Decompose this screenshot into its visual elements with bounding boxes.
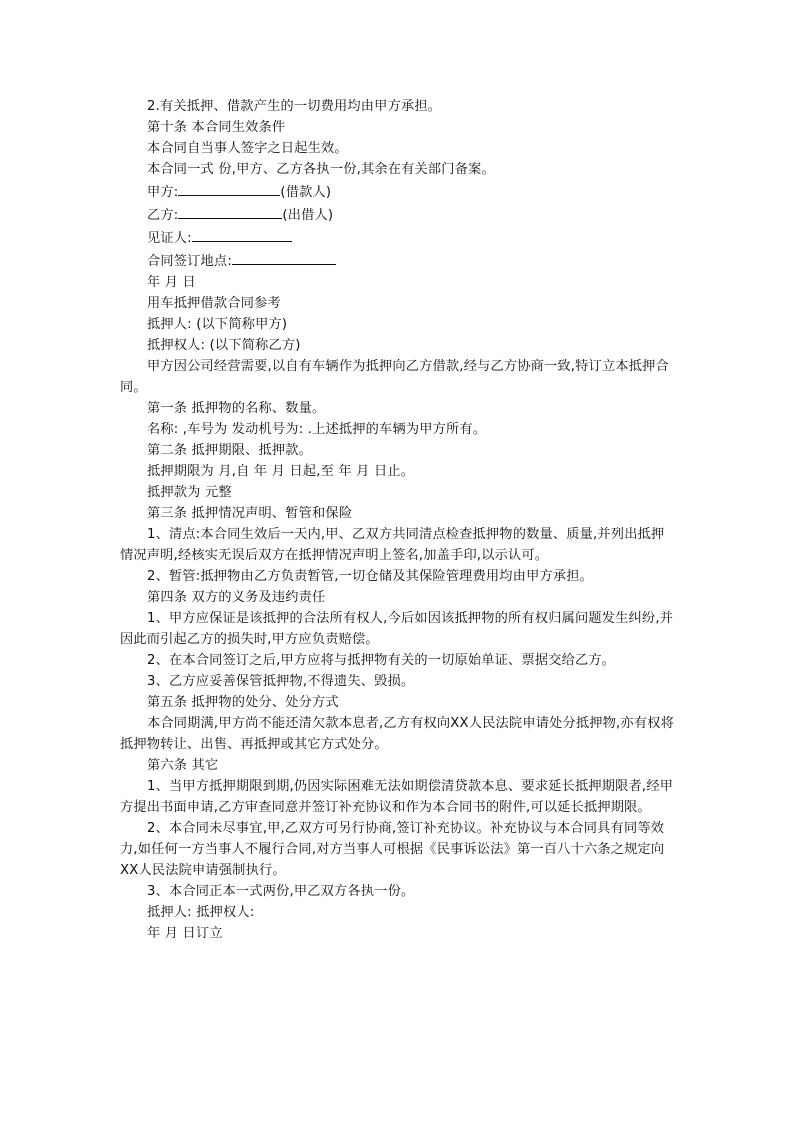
- witness-label: 见证人:: [147, 231, 192, 246]
- document-title: 用车抵押借款合同参考: [147, 296, 281, 311]
- signing-date-line: 年 月 日订立: [147, 926, 223, 941]
- clause-paragraph: 2、在本合同签订之后,甲方应将与抵押物有关的一切原始单证、票据交给乙方。: [147, 653, 616, 668]
- clause-paragraph: 本合同期满,甲方尚不能还清欠款本息者,乙方有权向XX人民法院申请处分抵押物,亦有权将抵押物转让、出售、再抵押或其它方式处分。: [120, 716, 674, 752]
- party-b-label: 乙方:: [147, 208, 179, 223]
- party-b-blank: [178, 203, 282, 219]
- witness-blank: [192, 226, 292, 242]
- clause-line: 名称: ,车号为 发动机号为: .上述抵押的车辆为甲方所有。: [147, 422, 487, 437]
- date-line: 年 月 日: [147, 275, 196, 290]
- clause-paragraph: 3、乙方应妥善保管抵押物,不得遗失、毁损。: [147, 674, 415, 689]
- clause-line: 本合同自当事人签字之日起生效。: [147, 141, 348, 156]
- article-heading: 第二条 抵押期限、抵押款。: [147, 443, 313, 458]
- signing-place-label: 合同签订地点:: [147, 254, 232, 269]
- clause-paragraph: 1、当甲方抵押期限到期,仍因实际困难无法如期偿清贷款本息、要求延长抵押期限者,经甲方提出书面申请,乙方审查同意并签订补充协议和作为本合同书的附件,可以延长抵押期限。: [120, 779, 674, 815]
- preamble-paragraph: 甲方因公司经营需要,以自有车辆作为抵押向乙方借款,经与乙方协商一致,特订立本抵押合同。: [120, 359, 669, 395]
- clause-paragraph: 1、甲方应保证是该抵押的合法所有权人,今后如因该抵押物的所有权归属问题发生纠纷,并因此而引起乙方的损失时,甲方应负责赔偿。: [120, 611, 674, 647]
- clause-line: 抵押款为 元整: [147, 485, 232, 500]
- party-b-signature-line: [120, 203, 676, 226]
- article-heading: 第六条 其它: [147, 758, 219, 773]
- party-a-signature-line: [120, 180, 676, 203]
- party-a-label: 甲方:: [147, 185, 179, 200]
- clause-line: 本合同一式 份,甲方、乙方各执一份,其余在有关部门备案。: [147, 162, 495, 177]
- mortgagor-line: 抵押人: (以下简称甲方): [147, 317, 288, 332]
- clause-paragraph: 2、暂管:抵押物由乙方负责暂管,一切仓储及其保险管理费用均由甲方承担。: [147, 569, 594, 584]
- article-heading: 第十条 本合同生效条件: [147, 120, 286, 135]
- party-a-role: (借款人): [280, 185, 332, 200]
- signing-place-line: [120, 249, 676, 272]
- signing-place-blank: [232, 249, 336, 265]
- mortgagee-line: 抵押权人: (以下简称乙方): [147, 338, 301, 353]
- clause-paragraph: 2、本合同未尽事宜,甲,乙双方可另行协商,签订补充协议。补充协议与本合同具有同等效力,如任何一方当事人不履行合同,对方当事人可根据《民事诉讼法》第一百八十六条之规定向XX人民法院申请强制执行。: [120, 821, 665, 878]
- clause-paragraph: 3、本合同正本一式两份,甲乙双方各执一份。: [147, 884, 415, 899]
- article-heading: 第四条 双方的义务及违约责任: [147, 590, 326, 605]
- clause-paragraph: 1、清点:本合同生效后一天内,甲、乙双方共同清点检查抵押物的数量、质量,并列出抵押情况声明,经核实无误后双方在抵押情况声明上签名,加盖手印,以示认可。: [120, 527, 665, 563]
- witness-signature-line: [120, 226, 676, 249]
- article-heading: 第一条 抵押物的名称、数量。: [147, 401, 326, 416]
- party-b-role: (出借人): [282, 208, 334, 223]
- document-body: [120, 96, 676, 944]
- clause-line: 2.有关抵押、借款产生的一切费用均由甲方承担。: [147, 99, 442, 114]
- clause-line: 抵押期限为 月,自 年 月 日起,至 年 月 日止。: [147, 464, 415, 479]
- party-a-blank: [178, 180, 280, 196]
- article-heading: 第五条 抵押物的处分、处分方式: [147, 695, 339, 710]
- article-heading: 第三条 抵押情况声明、暂管和保险: [147, 506, 353, 521]
- signature-parties-line: 抵押人: 抵押权人:: [147, 905, 255, 920]
